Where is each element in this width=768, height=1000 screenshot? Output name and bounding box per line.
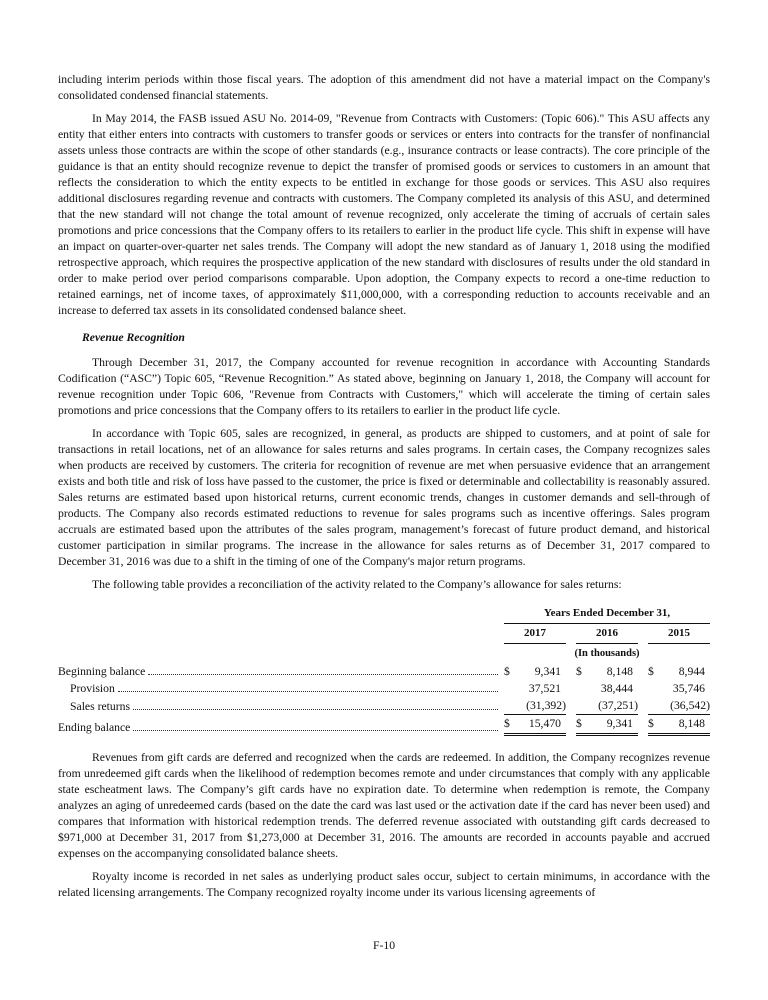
cell-value: $ 8,148	[648, 716, 710, 736]
paragraph-gift-cards: Revenues from gift cards are deferred and recognized when the cards are redeemed. In addition, the Company recognizes revenue from unredeemed gift cards when the likelihood of redemption becomes remote and under circumstances that comply with any applicable state escheatment laws. The Company’s gift cards have no expiration date. To determine when redemption is remote, the Company analyzes an aging of unredeemed cards (based on the date the card was last used or the activation date if the card has never been used) and compares that information with historical redemption trends. The deferred revenue associated with outstanding gift cards decreased to $971,000 at December 31, 2017 from $1,273,000 at December 31, 2016. The amounts are recorded in accounts payable and accrued expenses on the accompanying consolidated balance sheets.	[58, 751, 710, 860]
column-header-2017: 2017	[504, 625, 566, 644]
table-row	[58, 716, 710, 736]
table-caption: Years Ended December 31,	[504, 605, 710, 624]
cell-value: $ 8,148	[576, 665, 633, 678]
cell-value: 38,444	[600, 682, 633, 695]
cell-value: $ 9,341	[504, 665, 561, 678]
leader-dots	[133, 708, 498, 710]
table-units-note: (In thousands)	[574, 648, 640, 659]
table-header	[58, 605, 710, 663]
row-label: Ending balance	[58, 721, 131, 734]
page-number: F-10	[372, 939, 396, 952]
dollar-sign: $	[576, 717, 582, 730]
cell-value: $ 9,341	[576, 716, 638, 736]
paragraph-royalty-income: Royalty income is recorded in net sales as underlying product sales occur, subject to certain minimums, in accordance with the related licensing arrangements. The Company recognized royalty income under its various licensing agreements of	[58, 870, 710, 899]
cell-value: $ 15,470	[504, 716, 566, 736]
column-header-2016: 2016	[576, 625, 638, 644]
section-heading-revenue-recognition: Revenue Recognition	[82, 331, 185, 344]
table-row	[58, 681, 710, 697]
cell-value: (36,542)	[648, 698, 710, 715]
paragraph-table-intro: The following table provides a reconciliation of the activity related to the Company’s allowance for sales returns:	[92, 578, 622, 591]
cell-value: 37,521	[528, 682, 561, 695]
leader-dots	[148, 673, 498, 675]
table-row	[58, 664, 710, 680]
dollar-sign: $	[648, 665, 654, 678]
table-row	[58, 698, 710, 715]
sales-returns-allowance-table	[58, 605, 710, 736]
paragraph-sales-recognition: In accordance with Topic 605, sales are recognized, in general, as products are shipped to customers, and at point of sale for transactions in retail locations, net of an allowance for sales returns and sales programs. In certain cases, the Company recognizes sales when products are received by customers. The criteria for recognition of revenue are met when persuasive evidence that an arrangement exists and both title and risk of loss have passed to the customer, the price is fixed or determinable and collectability is reasonably assured. Sales returns are estimated based upon historical returns, current economic trends, changes in customer demands and sell-through of products. The Company also records estimated reductions to revenue for sales programs such as incentive offerings. Sales program accruals are estimated based upon the attributes of the sales program, management’s forecast of future product demand, and historical customer participation in similar programs. The increase in the allowance for sales returns as of December 31, 2017 compared to December 31, 2016 was due to a shift in the timing of one of the Company's major return programs.	[58, 427, 710, 568]
paragraph-amendment-impact: including interim periods within those fiscal years. The adoption of this amendment did not have a material impact on the Company's consolidated condensed financial statements.	[58, 73, 710, 102]
paragraph-topic-605-606: Through December 31, 2017, the Company accounted for revenue recognition in accordance with Accounting Standards Codification (“ASC”) Topic 605, “Revenue Recognition.” As stated above, beginning on January 1, 2018, the Company will account for revenue recognition under Topic 606, "Revenue from Contracts with Customers," which will accelerate the timing of certain sales promotions and price concessions that the Company offers to its retailers to earlier in the product life cycle.	[58, 356, 710, 417]
paragraph-asu-2014-09: In May 2014, the FASB issued ASU No. 2014-09, "Revenue from Contracts with Customers: (Topic 606)." This ASU affects any entity that either enters into contracts with customers to transfer goods or services or enters into contracts for the transfer of nonfinancial assets unless those contracts are within the scope of other standards (e.g., insurance contracts or lease contracts). The core principle of the guidance is that an entity should recognize revenue to depict the transfer of promised goods or services to customers in an amount that reflects the consideration to which the entity expects to be entitled in exchange for those goods or services. This ASU also requires additional disclosures regarding revenue and contracts with customers. The Company completed its analysis of this ASU, and determined that the new standard will not change the total amount of revenue recognized, only accelerate the timing of accruals of certain sales promotions and price concessions that the Company offers to its retailers to earlier in the product life cycle. This shift in expense will have an impact on quarter-over-quarter net sales trends. The Company will adopt the new standard as of January 1, 2018 using the modified retrospective approach, which requires the prospective application of the new standard with disclosures of results under the old standard in order to make period over period comparisons comparable. Upon adoption, the Company expects to record a one-time reduction to retained earnings, net of income taxes, of approximately $11,000,000, with a corresponding reduction to accounts receivable and an increase to deferred tax assets in its consolidated condensed balance sheet.	[58, 112, 710, 317]
dollar-sign: $	[648, 717, 654, 730]
cell-value: 35,746	[672, 682, 705, 695]
row-label: Provision	[70, 682, 115, 695]
row-label: Sales returns	[70, 700, 131, 713]
cell-value: $ 8,944	[648, 665, 705, 678]
dollar-sign: $	[504, 665, 510, 678]
cell-value: (31,392)	[504, 698, 566, 715]
leader-dots	[133, 729, 498, 731]
leader-dots	[118, 690, 498, 692]
dollar-sign: $	[576, 665, 582, 678]
row-label: Beginning balance	[58, 665, 146, 678]
column-header-2015: 2015	[648, 625, 710, 644]
cell-value: (37,251)	[576, 698, 638, 715]
dollar-sign: $	[504, 717, 510, 730]
